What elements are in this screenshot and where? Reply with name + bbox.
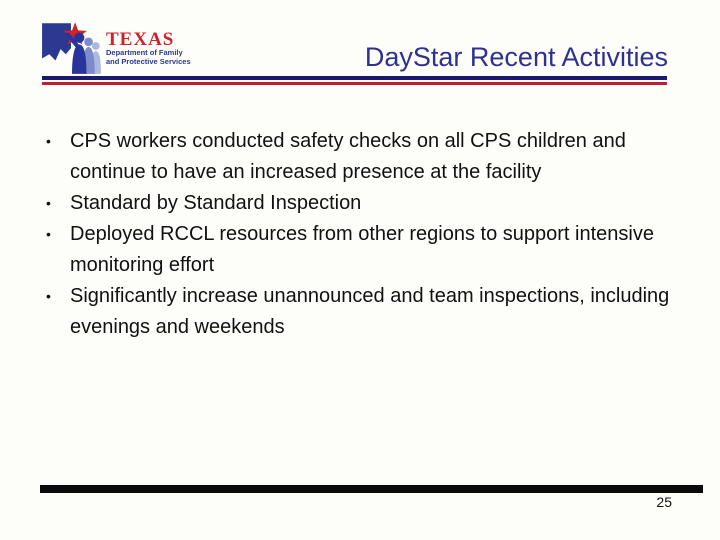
bullet-text: Standard by Standard Inspection (70, 192, 362, 214)
list-item (46, 219, 701, 281)
bullet-text: Deployed RCCL resources from other regions to support intensive monitoring effort (70, 223, 654, 276)
page-number: 25 (656, 494, 672, 510)
texas-family-icon (40, 18, 104, 74)
bullet-text: CPS workers conducted safety checks on all CPS children and continue to have an increased presence at the facility (70, 130, 626, 183)
logo-org-line2: and Protective Services (106, 56, 191, 66)
logo-text (106, 18, 191, 66)
footer-bar (40, 485, 703, 493)
bullet-marker: • (46, 288, 51, 304)
bullet-text: Significantly increase unannounced and team inspections, including evenings and weekends (70, 285, 670, 338)
family-figure-front-icon (68, 33, 87, 74)
list-item (46, 281, 701, 343)
list-item (46, 188, 701, 219)
bullet-marker: • (46, 226, 51, 242)
logo-org-name: TEXAS (106, 29, 175, 50)
bullet-list (46, 126, 701, 343)
bullet-marker: • (46, 133, 51, 149)
list-item (46, 126, 701, 188)
logo-org-line1: Department of Family (106, 48, 183, 57)
bullet-marker: • (46, 195, 51, 211)
dfps-logo (40, 18, 191, 76)
page-title: DayStar Recent Activities (364, 42, 668, 72)
title-rule-red-line (42, 82, 667, 85)
texas-map-icon (42, 23, 71, 60)
title-rule (42, 76, 667, 85)
